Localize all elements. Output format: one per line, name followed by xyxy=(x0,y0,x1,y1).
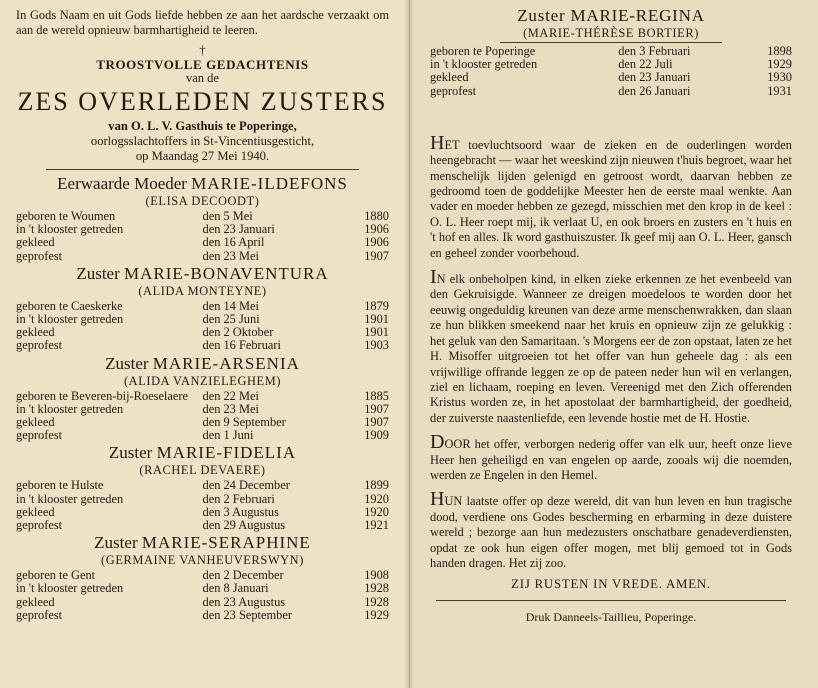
row-year: 1898 xyxy=(767,44,792,58)
row-label: in 't klooster getreden xyxy=(16,401,124,416)
sister-civil-name: (ALIDA VANZIELEGHEM) xyxy=(123,373,282,388)
row-date: den 25 Juni xyxy=(202,312,260,327)
row-year: 1880 xyxy=(364,209,389,223)
sister-religious-name: MARIE-FIDELIA xyxy=(156,443,297,463)
row-year: 1885 xyxy=(364,388,389,403)
sister-name xyxy=(16,443,389,463)
row-year: 1901 xyxy=(364,325,389,340)
row-date: den 5 Mei xyxy=(202,209,253,223)
row-year: 1929 xyxy=(767,57,792,72)
victims-line: oorlogsslachtoffers in St-Vincentiusgesticht, xyxy=(90,134,315,148)
row-year: 1879 xyxy=(364,298,389,313)
sister-religious-name: MARIE-SERAPHINE xyxy=(141,533,311,553)
row-date: den 1 Juni xyxy=(202,428,254,443)
divider xyxy=(500,42,722,43)
row-date: den 3 Augustus xyxy=(202,504,279,519)
sister-prefix: Zuster xyxy=(94,533,138,553)
table-row xyxy=(16,609,389,622)
sister-dates-table xyxy=(16,300,389,353)
row-year: 1901 xyxy=(364,312,389,327)
paragraph-text: N elk onbeholpen kind, in elken zieke erkennen ze het evenbeeld van den Gekruisigde. Wanneer ze dreigen moedeloos te worden door het eeuwig ongeduldig kreunen van deze arme menschenwrakken, dan slaan ze hun blikken smeekend naar het kruis en opnieuw zijn ze gelukkig : het geluk van den Samaritaan. 's Morgens eer de zon opstaat, laten ze het H. Misoffer uitgroeien tot het offer van hun geheele dag : als een vrijwillige offrande leggen ze op de pateen neder hun wil en verlangen, ziel en lichaam, roeping en leven. Vereenigd met den Zich offerenden Kristus worden ze, in het apostolaat der barmhartigheid, der goedheid, der zuiverste naastenliefde, een levende hostie met de H. Hostie. xyxy=(430,272,792,425)
row-year: 1907 xyxy=(364,415,389,430)
row-year: 1931 xyxy=(767,83,792,98)
rest-in-peace: ZIJ RUSTEN IN VREDE. AMEN. xyxy=(511,577,711,592)
drop-cap: D xyxy=(430,431,445,454)
table-row xyxy=(16,339,389,352)
row-label: geboren te Woumen xyxy=(16,209,116,223)
row-label: geprofest xyxy=(16,428,63,443)
row-label: gekleed xyxy=(16,504,55,519)
sister-dates-table xyxy=(16,390,389,443)
card-fold xyxy=(404,0,414,688)
drop-cap: H xyxy=(430,131,445,154)
row-date: den 23 Januari xyxy=(202,222,275,237)
row-year: 1903 xyxy=(364,338,389,353)
table-row xyxy=(16,390,389,403)
table-row xyxy=(430,85,792,98)
intro-text: In Gods Naam en uit Gods liefde hebben ze aan het aardsche verzaakt om aan de wereld opnieuw barmhartigheid te leeren. xyxy=(16,8,389,37)
row-label: geprofest xyxy=(16,248,63,263)
row-date: den 22 Mei xyxy=(202,388,259,403)
row-year: 1928 xyxy=(364,594,389,609)
row-date: den 22 Juli xyxy=(618,57,673,72)
paragraph-3 xyxy=(430,431,792,483)
row-date: den 2 Oktober xyxy=(202,325,274,340)
sister-prefix: Zuster xyxy=(76,263,120,283)
drop-cap: I xyxy=(430,266,437,289)
sister-religious-name: MARIE-BONAVENTURA xyxy=(124,263,329,283)
sister-dates-table xyxy=(16,479,389,532)
table-row xyxy=(16,479,389,492)
sister-prefix: Zuster xyxy=(108,443,153,463)
row-year: 1928 xyxy=(364,581,389,596)
sister-name xyxy=(16,174,389,194)
row-date: den 23 Mei xyxy=(202,248,259,263)
row-label: gekleed xyxy=(16,594,55,609)
row-date: den 3 Februari xyxy=(618,44,691,58)
row-label: gekleed xyxy=(430,70,469,85)
row-label: in 't klooster getreden xyxy=(430,57,538,72)
page-title: ZES OVERLEDEN ZUSTERS xyxy=(17,87,388,116)
row-date: den 29 Augustus xyxy=(202,518,286,533)
row-date: den 2 December xyxy=(202,568,284,583)
row-date: den 24 December xyxy=(202,478,290,493)
row-year: 1909 xyxy=(364,428,389,443)
table-row xyxy=(16,582,389,595)
sister-civil-name: (ALIDA MONTEYNE) xyxy=(138,283,267,298)
table-row xyxy=(16,493,389,506)
row-date: den 26 Januari xyxy=(618,83,691,98)
row-date: den 16 April xyxy=(202,235,265,250)
row-label: geboren te Hulste xyxy=(16,478,104,493)
row-year: 1929 xyxy=(364,607,389,622)
row-label: geboren te Gent xyxy=(16,568,96,583)
paragraph-text: ET toevluchtsoord waar de zieken en de ouderlingen worden heengebracht — waar het weeskind zijn nieuwen t'huis begroet, waar het menschelijk lijden gelenigd en getroost wordt, daarvan hebben ze gedroomd toen de goddelijke Meester hen de eerste maal wenkte. Aan vader en moeder hebben ze gezegd, misschien met den krop in de keel : O. L. Heer roept mij, ik verlaat U, en ook broers en zusters en 't huis en 't hof en alles. Ik word gasthuiszuster. Ik geef mij aan O. L. Heer, gansch en geheel zonder voorbehoud. xyxy=(430,137,792,260)
row-year: 1899 xyxy=(364,478,389,493)
row-label: geprofest xyxy=(430,83,477,98)
row-date: den 16 Februari xyxy=(202,338,281,353)
sister-dates-table xyxy=(16,569,389,622)
row-year: 1921 xyxy=(364,518,389,533)
table-row xyxy=(16,236,389,249)
sister-block-1 xyxy=(16,174,389,263)
row-label: gekleed xyxy=(16,415,55,430)
paragraph-4 xyxy=(430,488,792,571)
divider xyxy=(46,169,359,170)
row-label: gekleed xyxy=(16,235,55,250)
row-date: den 8 Januari xyxy=(202,581,269,596)
sister-name xyxy=(16,354,389,374)
drop-cap: H xyxy=(430,488,445,511)
row-year: 1907 xyxy=(364,248,389,263)
paragraph-1 xyxy=(430,131,792,261)
sister-block-5 xyxy=(16,533,389,622)
sister-name xyxy=(16,264,389,284)
sister-name xyxy=(430,6,792,26)
sister-prefix: Eerwaarde Moeder xyxy=(57,174,187,193)
row-year: 1920 xyxy=(364,491,389,506)
table-row xyxy=(16,250,389,263)
row-label: geprofest xyxy=(16,518,63,533)
row-date: den 14 Mei xyxy=(202,298,259,313)
paragraph-text: UN laatste offer op deze wereld, dit van hun leven en hun tragische dood, verdiene ons Godes bescherming en erbarming in deze duistere wereld ; bezorge aan hun medezusters onschatbare genadeverdiensten, opdat ze ook hun eigen offer mogen, met blij gemoed tot in Gods handen dragen. Het zij zoo. xyxy=(430,494,792,570)
sister-civil-name: (RACHEL DEVAERE) xyxy=(139,463,266,478)
hospital-line: van O. L. V. Gasthuis te Poperinge, xyxy=(108,119,297,133)
table-row xyxy=(16,596,389,609)
row-year: 1908 xyxy=(364,568,389,583)
row-date: den 23 Mei xyxy=(202,401,259,416)
row-year: 1920 xyxy=(364,504,389,519)
table-row xyxy=(16,429,389,442)
paragraph-text: OOR het offer, verborgen nederig offer van elk uur, heeft onze lieve Heer hen geheiligd en van engelen op aarde, zooals wij die noemden, werden ze Engelen in den Hemel. xyxy=(430,437,792,482)
sister-name xyxy=(16,533,389,553)
sister-civil-name: (GERMAINE VANHEUVERSWYN) xyxy=(101,553,304,568)
row-label: gekleed xyxy=(16,325,55,340)
row-date: den 2 Februari xyxy=(202,491,275,506)
cross-icon: † xyxy=(199,42,206,57)
sister-block-3 xyxy=(16,354,389,443)
row-label: geboren te Poperinge xyxy=(430,44,536,58)
row-year: 1906 xyxy=(364,222,389,237)
table-row xyxy=(430,58,792,71)
sister-dates-table xyxy=(16,210,389,263)
sister-religious-name: MARIE-ILDEFONS xyxy=(191,174,348,193)
row-label: geboren te Beveren-bij-Roeselaere xyxy=(16,388,189,403)
sister-religious-name: MARIE-ARSENIA xyxy=(152,353,300,373)
row-label: in 't klooster getreden xyxy=(16,312,124,327)
row-date: den 23 Augustus xyxy=(202,594,286,609)
printer-credit: Druk Danneels-Taillieu, Poperinge. xyxy=(436,600,786,625)
memorial-heading: TROOSTVOLLE GEDACHTENIS xyxy=(96,57,309,72)
row-label: in 't klooster getreden xyxy=(16,222,124,237)
row-label: in 't klooster getreden xyxy=(16,581,124,596)
right-card-panel xyxy=(409,0,818,688)
row-label: geprofest xyxy=(16,607,63,622)
row-date: den 23 September xyxy=(202,607,292,622)
van-de-text: van de xyxy=(186,71,219,85)
sister-prefix: Zuster xyxy=(105,353,149,373)
row-year: 1907 xyxy=(364,401,389,416)
sister-prefix: Zuster xyxy=(517,6,566,25)
sister-civil-name: (ELISA DECOODT) xyxy=(145,194,260,208)
sister-civil-name: (MARIE-THÉRÈSE BORTIER) xyxy=(523,26,699,40)
row-label: geboren te Caeskerke xyxy=(16,298,123,313)
row-label: in 't klooster getreden xyxy=(16,491,124,506)
row-date: den 9 September xyxy=(202,415,286,430)
row-date: den 23 Januari xyxy=(618,70,691,85)
table-row xyxy=(16,519,389,532)
row-year: 1930 xyxy=(767,70,792,85)
sister-block-2 xyxy=(16,264,389,353)
sister-dates-table xyxy=(430,45,792,98)
row-label: geprofest xyxy=(16,338,63,353)
sister-block-4 xyxy=(16,443,389,532)
table-row xyxy=(430,71,792,84)
row-year: 1906 xyxy=(364,235,389,250)
sister-religious-name: MARIE-REGINA xyxy=(570,6,705,25)
date-line: op Maandag 27 Mei 1940. xyxy=(135,149,270,163)
paragraph-2 xyxy=(430,266,792,426)
